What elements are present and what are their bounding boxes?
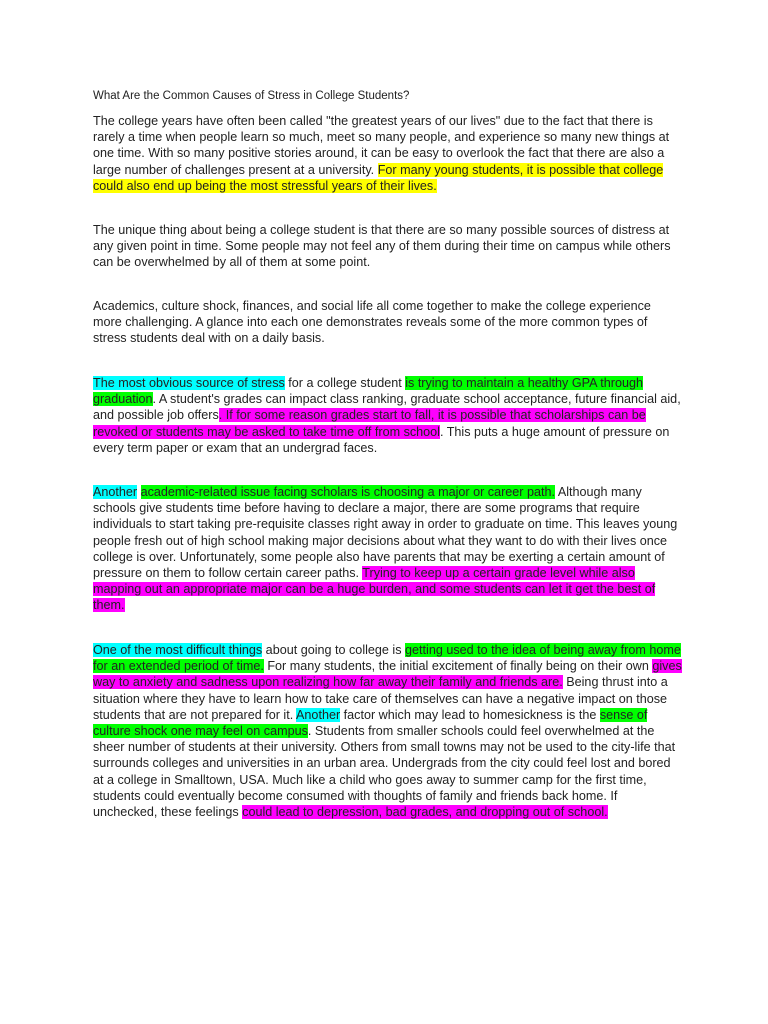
- highlighted-text-green: sense of culture shock one may feel on campus: [93, 707, 648, 739]
- highlighted-text-magenta: gives way to anxiety and sadness upon realizing how far away their family and friends are.: [93, 659, 682, 690]
- text-segment: Although many schools give students time before having to declare a major, there are some programs that require individuals to start taking pre-requisite classes right away in order to graduate on time. This leaves young people fresh out of high school making major decisions about what they want to do with their lives once college is over. Unfortunately, some people also have parents that may be exerting a certain amount of pressure on them to follow certain career paths.: [93, 485, 678, 581]
- highlighted-text-green: academic-related issue facing scholars is choosing a major or career path.: [140, 485, 556, 499]
- paragraph-choosing-major: [93, 484, 683, 614]
- highlighted-text-green: is trying to maintain a healthy GPA through graduation: [93, 376, 643, 407]
- text-segment: . This puts a huge amount of pressure on every term paper or exam that an undergrad faces.: [93, 424, 670, 455]
- paragraph-overview: [93, 298, 683, 347]
- highlighted-text-cyan: One of the most difficult things: [93, 643, 263, 657]
- paragraph-gpa-stress: [93, 375, 683, 456]
- highlighted-text-green: getting used to the idea of being away from home for an extended period of time.: [93, 643, 681, 674]
- text-segment: factor which may lead to homesickness is the: [340, 707, 600, 722]
- highlighted-text-magenta: could lead to depression, bad grades, and dropping out of school.: [242, 805, 608, 820]
- text-segment: about going to college is: [262, 643, 406, 657]
- paragraph-intro: [93, 113, 683, 194]
- highlighted-text-cyan: Another: [296, 707, 341, 722]
- highlighted-text-magenta: Trying to keep up a certain grade level while also mapping out an appropriate major can be a huge burden, and some students can let it get the best of them.: [93, 566, 656, 613]
- text-segment: The unique thing about being a college student is that there are so many possible sources of distress at any given point in time. Some people may not feel any of them during their time on campus while others can be overwhelmed by all of them at some point.: [93, 223, 671, 270]
- text-segment: for a college student: [284, 376, 406, 390]
- paragraph-sources-of-distress: [93, 222, 683, 271]
- document-title: What Are the Common Causes of Stress in College Students?: [93, 90, 410, 102]
- highlighted-text-magenta: . If for some reason grades start to fall, it is possible that scholarships can be revoked or students may be asked to take time off from school: [93, 408, 646, 439]
- text-segment: Academics, culture shock, finances, and social life all come together to make the college experience more challenging. A glance into each one demonstrates reveals some of the more common types of stress students deal with on a daily basis.: [93, 299, 651, 346]
- text-segment: Being thrust into a situation where they have to learn how to take care of themselves can have a negative impact on those students that are not prepared for it.: [93, 675, 668, 722]
- text-segment: . Students from smaller schools could feel overwhelmed at the sheer number of students at their university. Others from small towns may not be used to the city-life that surrounds colleges and universities in an urban area. Undergrads from the city could feel lost and bored at a college in Smalltown, USA. Much like a child who goes away to summer camp for the first time, students could eventually become consumed with thoughts of family and friends back home. If unchecked, these feelings: [93, 724, 676, 820]
- text-segment: For many students, the initial excitement of finally being on their own: [263, 659, 653, 674]
- highlighted-text-yellow: For many young students, it is possible that college could also end up being the most stressful years of their lives.: [93, 162, 664, 193]
- paragraph-homesickness: [93, 642, 683, 820]
- text-segment: . A student's grades can impact class ranking, graduate school acceptance, future financial aid, and possible job offers: [93, 392, 681, 423]
- highlighted-text-cyan: The most obvious source of stress: [93, 376, 285, 390]
- highlighted-text-cyan: Another: [93, 485, 138, 499]
- text-segment: The college years have often been called "the greatest years of our lives" due to the fact that there is rarely a time when people learn so much, meet so many people, and experience so many new things at one time. With so many positive stories around, it can be easy to overlook the fact that there are also a large number of challenges present at a university.: [93, 114, 670, 177]
